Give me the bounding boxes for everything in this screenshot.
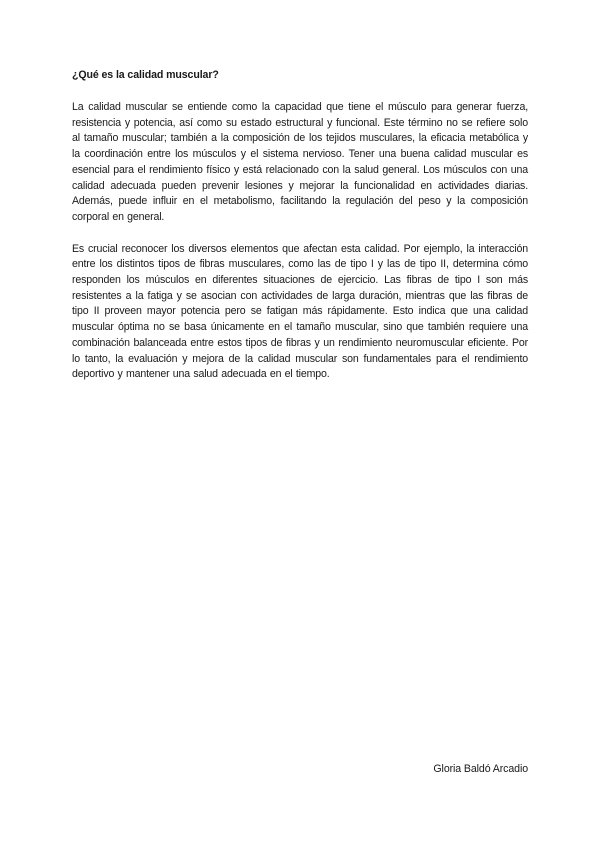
document-body [72, 68, 528, 399]
paragraph-definition: La calidad muscular se entiende como la capacidad que tiene el músculo para generar fuerza, resistencia y potencia, así como su estado estructural y funcional. Este término no se refiere solo al tamaño muscular; también a la composición de los tejidos musculares, la eficacia metabólica y la coordinación entre los músculos y el sistema nervioso. Tener una buena calidad muscular es esencial para el rendimiento físico y está relacionado con la salud general. Los músculos con una calidad adecuada pueden prevenir lesiones y mejorar la funcionalidad en actividades diarias. Además, puede influir en el metabolismo, facilitando la regulación del peso y la composición corporal en general. [72, 101, 528, 223]
author-signature: Gloria Baldó Arcadio [433, 763, 528, 775]
paragraph-factors: Es crucial reconocer los diversos elementos que afectan esta calidad. Por ejemplo, la interacción entre los distintos tipos de fibras musculares, como las de tipo I y las de tipo II, determina cómo responden los músculos en diferentes situaciones de ejercicio. Las fibras de tipo I son más resistentes a la fatiga y se asocian con actividades de larga duración, mientras que las fibras de tipo II proveen mayor potencia pero se fatigan más rápidamente. Esto indica que una calidad muscular óptima no se basa únicamente en el tamaño muscular, sino que también requiere una combinación balanceada entre estos tipos de fibras y un rendimiento neuromuscular eficiente. Por lo tanto, la evaluación y mejora de la calidad muscular son fundamentales para el rendimiento deportivo y mantener una salud adecuada en el tiempo. [72, 242, 528, 381]
document-heading: ¿Qué es la calidad muscular? [72, 69, 219, 81]
